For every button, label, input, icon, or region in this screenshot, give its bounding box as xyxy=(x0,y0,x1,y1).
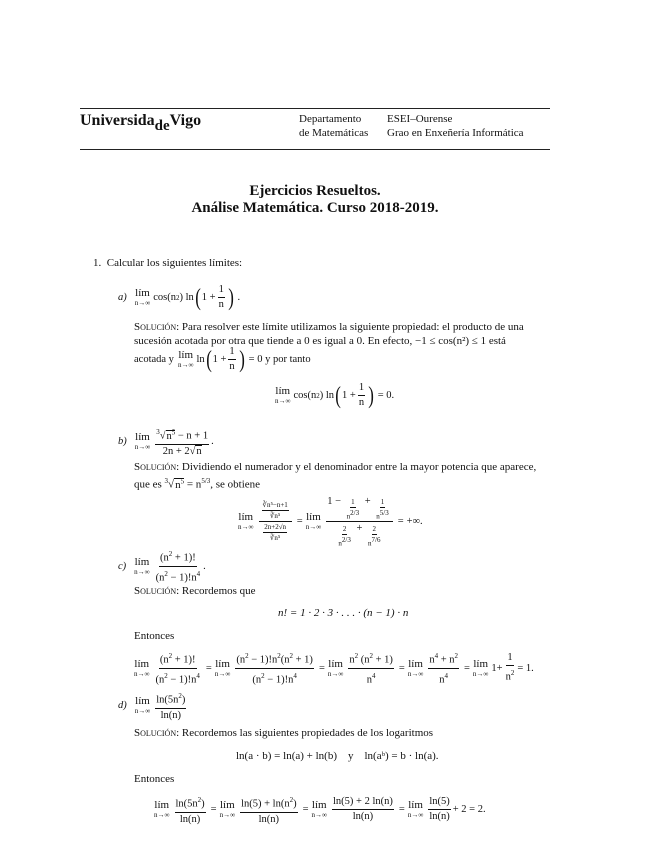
document-title: Ejercicios Resueltos. Análise Matemática. Curso 2018-2019. xyxy=(191,183,439,216)
item-d-result: lím n→∞ $\frac{\ln(5n^2)}{\ln(n)}$ = lím n→∞ $\frac{\ln(5) + \ln(n^2)}{\ln(n)}$ = lím n→∞ $\frac{\ln(5) + 2 \ln(n)}{\ln(n)}$ = lím n→∞ ln(5) ln(n) + 2 = 2. xyxy=(154,796,486,825)
header-rule-bottom xyxy=(80,149,550,150)
item-b-limit: b) lím n→∞ $^3√n^5 - n + 1$ 2n + 2√n . xyxy=(118,428,214,457)
item-c-result: lím n→∞ $\frac{(n^2 + 1)!}{(n^2 - 1)!n^4}$ = lím n→∞ $\frac{(n^2 - 1)!n^2(n^2 + 1)}{(n^2 - 1)!n^4}$ = lím n→∞ $\frac{n^2 (n^2 + 1)}{n^4}$ = lím n→∞ $\frac{n^4 + n^2}{n^4}$ = lím n→∞ 1+ 1 $n^2$ = 1. xyxy=(134,652,534,685)
item-a-result: lím n→∞ cos(n 2 ) ln ( 1 + 1 n ) = 0. xyxy=(275,382,395,409)
item-a-limit: a) lím n→∞ cos(n 2 ) ln ( 1 + 1 n ) . xyxy=(118,284,241,311)
item-d-log-properties: ln(a · b) = ln(a) + ln(b) y ln(aᵇ) = b · ln(a). xyxy=(236,750,439,762)
item-c-entonces: Entonces xyxy=(134,630,175,642)
item-b-solution: Solución: Dividiendo el numerador y el denominador entre la mayor potencia que aparece, que es $^3√n^5 = n^{5/3}$, se obtiene xyxy=(134,461,537,491)
item-a-solution-line: acotada y lím n→∞ ln ( 1 + 1 n ) = 0 y por tanto xyxy=(134,346,311,373)
header-rule-top xyxy=(80,108,550,109)
university-logo: UniversidadeVigo xyxy=(80,112,202,134)
item-d-solution: Solución: Recordemos las siguientes propiedades de los logaritmos xyxy=(134,727,434,739)
exercise-statement: 1. Calcular los siguientes límites: xyxy=(93,257,243,269)
item-a-solution: Solución: Para resolver este límite utilizamos la siguiente propiedad: el producto de una sucesión acotada por otra que tiende a 0 es igual a 0. En efecto, −1 ≤ cos(n²) ≤ 1 está xyxy=(134,321,524,347)
item-c-solution: Solución: Recordemos que xyxy=(134,585,256,597)
school-name: ESEI–Ourense Grao en Enxeñería Informática xyxy=(387,113,524,139)
item-c-limit: c) lím n→∞ $(n^2 + 1)$! $(n^2 - 1)!n^4$ . xyxy=(118,550,206,583)
item-d-entonces: Entonces xyxy=(134,773,175,785)
item-d-limit: d) lím n→∞ $\ln(5n^2)$ ln(n) xyxy=(118,692,186,721)
item-c-factorial: n! = 1 · 2 · 3 · . . . · (n − 1) · n xyxy=(278,607,409,619)
item-b-result: lím n→∞ $\frac{\frac{\text{∛n⁵−n+1}}{\text{∛n⁵}}}{\frac{2n+2√n}{\text{∛n⁵}}}$ = lím n→∞ 1 − $\frac{1}{n^{2/3}}$ + $\frac{1}{n^{5/3}}$ $\frac{2}{n^{2/3}}$ + $\frac{2}{n^{7/6}}$ = +∞. xyxy=(238,496,423,548)
department-name: Departamento de Matemáticas xyxy=(299,113,369,139)
